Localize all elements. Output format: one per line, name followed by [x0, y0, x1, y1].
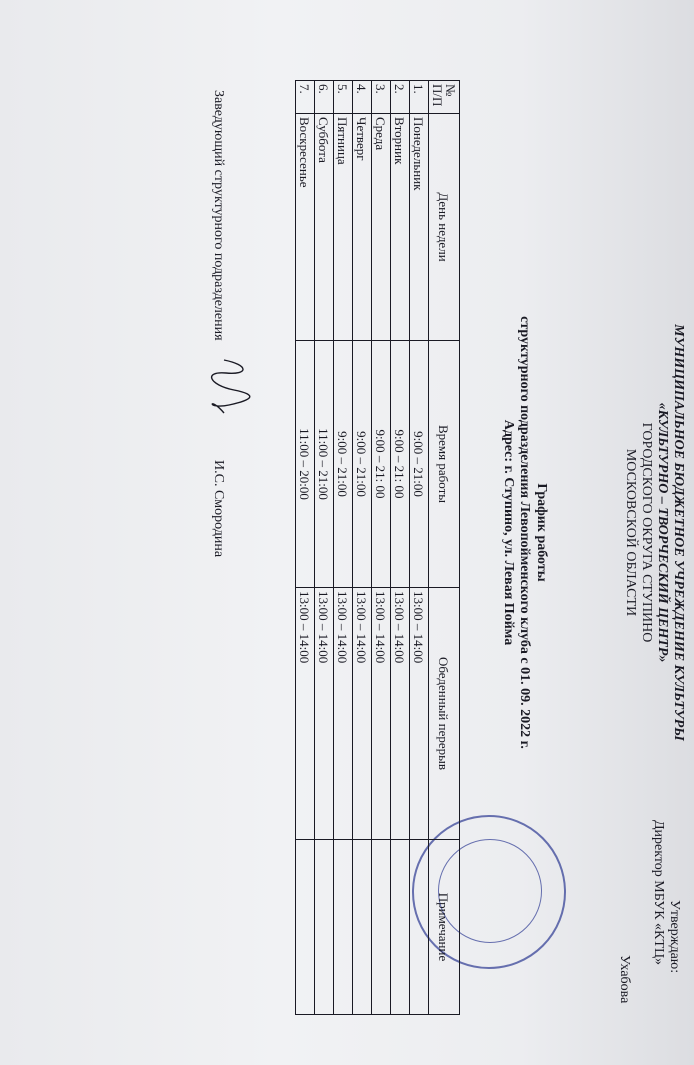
row-time: 9:00 – 21:00 [334, 341, 353, 588]
table-row [410, 81, 429, 1015]
row-day: Суббота [315, 114, 334, 341]
approval-position: Директор МБУК «КТЦ» [651, 820, 666, 966]
schedule-table [295, 80, 460, 1015]
approval-label: Утверждаю: [667, 900, 682, 974]
row-time: 9:00 – 21:00 [410, 341, 429, 588]
row-day: Четверг [353, 114, 372, 341]
doc-title: График работы [534, 483, 549, 582]
row-num: 7. [296, 81, 315, 114]
row-break: 13:00 – 14:00 [391, 588, 410, 840]
row-note [353, 840, 372, 1015]
table-row [334, 81, 353, 1015]
row-note [372, 840, 391, 1015]
org-name-line1: МУНИЦИПАЛЬНОЕ БЮДЖЕТНОЕ УЧРЕЖДЕНИЕ КУЛЬТУРЫ [671, 324, 686, 741]
row-break: 13:00 – 14:00 [296, 588, 315, 840]
row-day: Воскресенье [296, 114, 315, 341]
row-num: 3. [372, 81, 391, 114]
table-row [353, 81, 372, 1015]
row-break: 13:00 – 14:00 [353, 588, 372, 840]
header-break: Обеденный перерыв [429, 588, 460, 840]
row-note [296, 840, 315, 1015]
header-note: Примечание [429, 840, 460, 1015]
row-note [391, 840, 410, 1015]
row-day: Пятница [334, 114, 353, 341]
header-time: Время работы [429, 341, 460, 588]
row-break: 13:00 – 14:00 [372, 588, 391, 840]
table-row [391, 81, 410, 1015]
row-time: 9:00 – 21: 00 [372, 341, 391, 588]
footer-role: Заведующий структурного подразделения [211, 90, 226, 341]
doc-address: Адрес: г. Ступино, ул. Левая Пойма [501, 419, 516, 646]
table-row [315, 81, 334, 1015]
doc-subtitle: структурного подразделения Левопойменского клуба с 01. 09. 2022 г. [517, 316, 532, 749]
org-name-line4: МОСКОВСКОЙ ОБЛАСТИ [623, 448, 638, 617]
row-break: 13:00 – 14:00 [315, 588, 334, 840]
row-num: 2. [391, 81, 410, 114]
row-time: 11:00 – 21:00 [315, 341, 334, 588]
row-num: 6. [315, 81, 334, 114]
org-name-line3: ГОРОДСКОГО ОКРУГА СТУПИНО [639, 422, 654, 643]
approval-block [616, 780, 682, 1020]
row-note [334, 840, 353, 1015]
row-day: Понедельник [410, 114, 429, 341]
row-num: 1. [410, 81, 429, 114]
row-num: 4. [353, 81, 372, 114]
row-time: 11:00 – 20:00 [296, 341, 315, 588]
header-num: № П/П [429, 81, 460, 114]
row-time: 9:00 – 21:00 [353, 341, 372, 588]
row-time: 9:00 – 21: 00 [391, 341, 410, 588]
row-day: Вторник [391, 114, 410, 341]
row-note [315, 840, 334, 1015]
header-day: День недели [429, 114, 460, 341]
signature [204, 355, 254, 415]
row-break: 13:00 – 14:00 [334, 588, 353, 840]
table-row [372, 81, 391, 1015]
row-num: 5. [334, 81, 353, 114]
row-break: 13:00 – 14:00 [410, 588, 429, 840]
footer-name: И.С. Смородина [211, 460, 226, 558]
row-day: Среда [372, 114, 391, 341]
table-header-row [429, 81, 460, 1015]
table-row [296, 81, 315, 1015]
row-note [410, 840, 429, 1015]
org-name-line2: «КУЛЬТУРНО – ТВОРЧЕСКИЙ ЦЕНТР» [655, 402, 670, 663]
approval-name: Ухабова [617, 955, 632, 1004]
